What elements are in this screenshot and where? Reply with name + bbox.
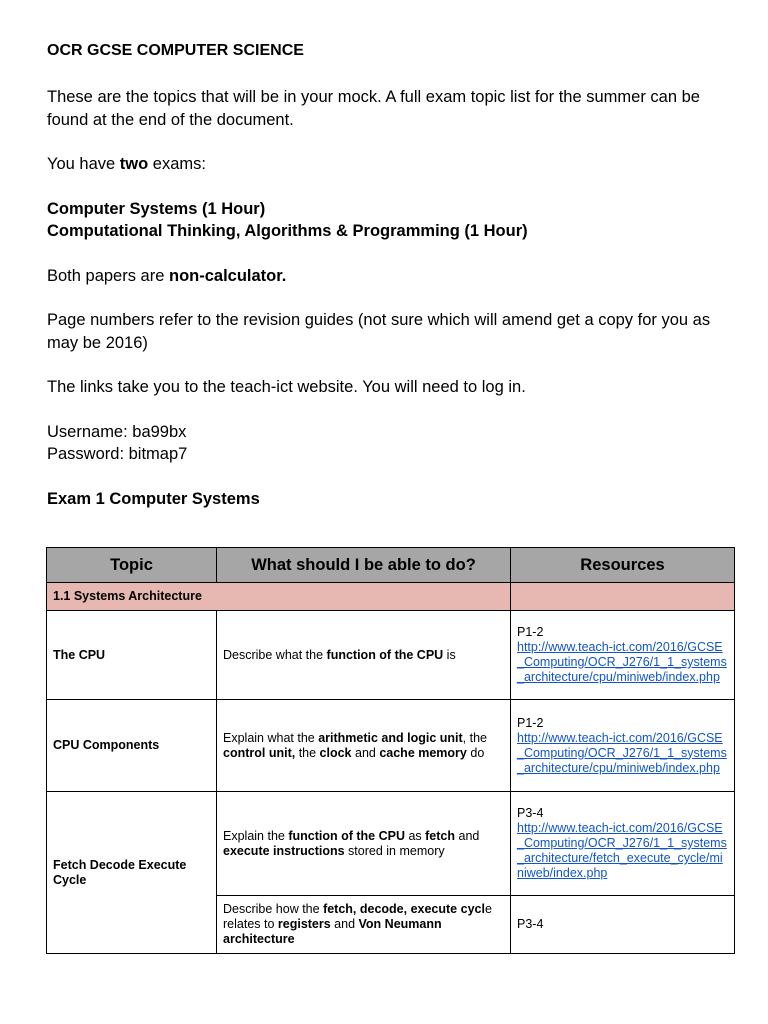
desc-bold: function of the CPU — [326, 647, 444, 662]
page-ref: P3-4 — [517, 806, 544, 820]
description-cell — [217, 792, 511, 896]
desc-text: e relates to — [223, 902, 492, 931]
calculator-note — [47, 265, 737, 288]
description-cell — [217, 700, 511, 792]
table-row — [47, 611, 735, 700]
desc-text: and — [455, 828, 480, 843]
topic-cell: Fetch Decode Execute Cycle — [47, 792, 217, 954]
header-resources: Resources — [511, 548, 735, 583]
document-title: OCR GCSE COMPUTER SCIENCE — [47, 42, 304, 59]
resources-cell — [511, 700, 735, 792]
exam1-name-text: Computer Systems (1 Hour) — [47, 199, 266, 218]
header-what: What should I be able to do? — [217, 548, 511, 583]
desc-text: as — [404, 828, 426, 843]
description-cell — [217, 611, 511, 700]
desc-text: and — [351, 745, 380, 760]
resource-link[interactable]: http://www.teach-ict.com/2016/GCSE_Computing/OCR_J276/1_1_systems_architecture/cpu/miniweb/index.php — [517, 730, 727, 775]
desc-text: Explain the — [223, 828, 289, 843]
exams-count-text — [47, 153, 737, 176]
desc-bold: Von Neumann architecture — [223, 917, 442, 946]
exam1-name — [47, 198, 737, 221]
page-numbers-note: Page numbers refer to the revision guides (not sure which will amend get a copy for you as may be 2016) — [47, 311, 711, 352]
desc-text: , the — [462, 730, 487, 745]
topic-cell: The CPU — [47, 611, 217, 700]
desc-text: Describe how the — [223, 902, 324, 916]
section-title: 1.1 Systems Architecture — [47, 583, 511, 611]
desc-text: the — [295, 745, 320, 760]
exams-text-pre: You have — [47, 155, 120, 173]
links-note: The links take you to the teach-ict website. You will need to log in. — [47, 378, 526, 396]
desc-text: and — [330, 917, 359, 931]
table-row — [47, 792, 735, 896]
resources-cell — [511, 792, 735, 896]
table-row — [47, 700, 735, 792]
page-ref: P3-4 — [517, 917, 544, 931]
exams-text-bold: two — [119, 155, 149, 173]
exams-text-post: exams: — [148, 155, 206, 173]
username-text: Username: ba99bx — [47, 422, 187, 441]
desc-bold: clock — [319, 745, 352, 760]
resource-link[interactable]: http://www.teach-ict.com/2016/GCSE_Computing/OCR_J276/1_1_systems_architecture/fetch_execute_cycle/miniweb/index.php — [517, 821, 727, 880]
desc-bold: arithmetic and logic unit — [318, 730, 463, 745]
exam2-name-text: Computational Thinking, Algorithms & Programming (1 Hour) — [47, 222, 528, 240]
intro-text: These are the topics that will be in your mock. A full exam topic list for the summer can be found at the end of the document. — [47, 88, 700, 129]
desc-bold: control unit, — [223, 745, 296, 760]
section-row — [47, 583, 735, 611]
password-text: Password: bitmap7 — [47, 445, 188, 463]
header-topic: Topic — [47, 548, 217, 583]
calc-text-bold: non-calculator. — [169, 266, 287, 285]
topics-table — [46, 547, 735, 954]
section-empty-cell — [511, 583, 735, 611]
calc-text-pre: Both papers are — [47, 266, 169, 285]
resources-cell — [511, 896, 735, 954]
document-body — [47, 40, 737, 510]
description-cell — [217, 896, 511, 954]
desc-bold: function of the CPU — [288, 828, 405, 843]
page-ref: P1-2 — [517, 625, 544, 639]
desc-bold: fetch — [425, 828, 456, 843]
table-header-row — [47, 548, 735, 583]
exam2-name — [47, 220, 737, 243]
desc-bold: execute instructions — [223, 843, 345, 858]
exam1-heading: Exam 1 Computer Systems — [47, 489, 260, 508]
resources-cell — [511, 611, 735, 700]
resource-link[interactable]: http://www.teach-ict.com/2016/GCSE_Computing/OCR_J276/1_1_systems_architecture/cpu/miniweb/index.php — [517, 640, 727, 684]
topic-cell: CPU Components — [47, 700, 217, 792]
page-ref: P1-2 — [517, 715, 544, 730]
desc-text: Explain what the — [223, 730, 319, 745]
desc-text: stored in memory — [344, 843, 445, 858]
desc-bold: registers — [277, 917, 331, 931]
desc-bold: cache memory — [379, 745, 467, 760]
desc-bold: fetch, decode, execute cycl — [323, 902, 485, 916]
desc-text: do — [466, 745, 485, 760]
desc-text: is — [443, 647, 456, 662]
desc-text: Describe what the — [223, 647, 327, 662]
